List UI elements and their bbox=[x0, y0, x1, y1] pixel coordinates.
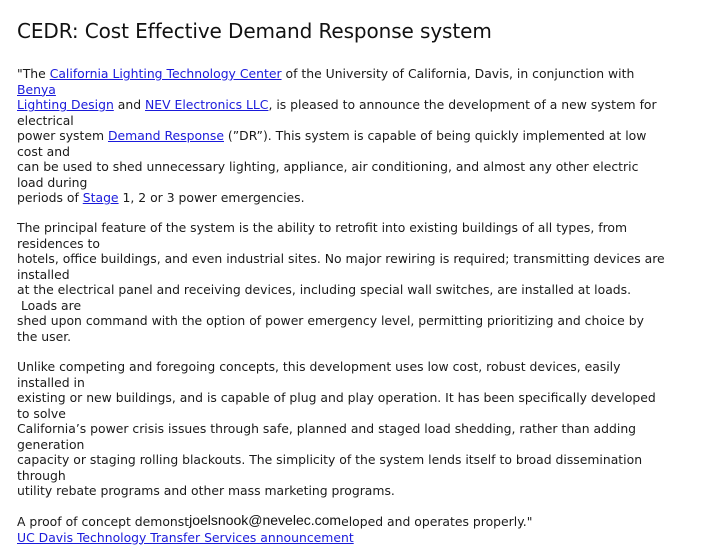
text-line: Unlike competing and foregoing concepts, this development uses low cost, robust devices, easily bbox=[17, 359, 621, 374]
link-nev-electronics[interactable]: NEV Electronics LLC bbox=[145, 97, 269, 112]
text-line bbox=[17, 128, 657, 144]
static-text: , is pleased to announce the development of a new system for bbox=[268, 97, 657, 112]
paragraph-proof-of-concept bbox=[17, 514, 532, 545]
text-line: load during bbox=[17, 174, 88, 190]
text-line bbox=[17, 514, 532, 530]
text-line: installed in bbox=[17, 374, 85, 390]
text-line: installed bbox=[17, 266, 70, 282]
text-line bbox=[17, 66, 657, 82]
static-text: eloped and operates properly." bbox=[341, 514, 533, 529]
paragraph-unlike-competing bbox=[17, 359, 656, 499]
text-line bbox=[17, 82, 657, 98]
static-text: 1, 2 or 3 power emergencies. bbox=[118, 190, 305, 205]
static-text: (”DR”). This system is capable of being quickly implemented at low bbox=[223, 128, 647, 143]
paragraph-announcement bbox=[17, 66, 657, 206]
static-text: "The bbox=[17, 66, 50, 81]
static-text: periods of bbox=[17, 190, 83, 205]
text-line: shed upon command with the option of power emergency level, permitting prioritizing and choice by bbox=[17, 313, 644, 328]
text-line bbox=[17, 97, 657, 113]
text-line: at the electrical panel and receiving devices, including special wall switches, are installed at loads. bbox=[17, 282, 632, 297]
link-stage[interactable]: Stage bbox=[82, 190, 119, 205]
link-benya-lighting-design-part1[interactable]: Benya bbox=[17, 81, 56, 97]
text-line: Loads are bbox=[17, 297, 82, 313]
text-line: residences to bbox=[17, 235, 100, 251]
static-text: A proof of concept demonst bbox=[17, 514, 190, 529]
text-line: hotels, office buildings, and even industrial sites. No major rewiring is required; transmitting devices are bbox=[17, 251, 665, 266]
link-california-lighting-technology-center[interactable]: California Lighting Technology Center bbox=[49, 66, 282, 81]
text-line: California’s power crisis issues through safe, planned and staged load shedding, rather than adding bbox=[17, 421, 637, 436]
text-line bbox=[17, 530, 532, 545]
link-uc-davis-announcement[interactable]: UC Davis Technology Transfer Services announcement bbox=[17, 529, 354, 545]
text-line bbox=[17, 190, 657, 206]
text-line: cost and bbox=[17, 143, 70, 159]
text-line: generation bbox=[17, 436, 85, 452]
link-benya-lighting-design-part2[interactable]: Lighting Design bbox=[17, 97, 114, 112]
paragraph-principal-feature bbox=[17, 220, 665, 344]
static-text: of the University of California, Davis, in conjunction with bbox=[281, 66, 635, 81]
static-text: power system bbox=[17, 128, 108, 143]
link-demand-response[interactable]: Demand Response bbox=[107, 128, 224, 143]
text-line: to solve bbox=[17, 405, 66, 421]
page-title: CEDR: Cost Effective Demand Response system bbox=[17, 19, 492, 43]
text-line: through bbox=[17, 467, 66, 483]
text-line: utility rebate programs and other mass marketing programs. bbox=[17, 483, 395, 498]
email-overlay[interactable]: joelsnook@nevelec.com bbox=[189, 512, 342, 528]
text-line: capacity or staging rolling blackouts. The simplicity of the system lends itself to broad dissemination bbox=[17, 452, 643, 467]
text-line: existing or new buildings, and is capable of plug and play operation. It has been specifically developed bbox=[17, 390, 656, 405]
static-text: and bbox=[113, 97, 146, 112]
text-line: The principal feature of the system is the ability to retrofit into existing buildings of all types, from bbox=[17, 220, 628, 235]
text-line: can be used to shed unnecessary lighting, appliance, air conditioning, and almost any other electric bbox=[17, 159, 639, 174]
text-line: electrical bbox=[17, 112, 74, 128]
text-line: the user. bbox=[17, 328, 72, 344]
